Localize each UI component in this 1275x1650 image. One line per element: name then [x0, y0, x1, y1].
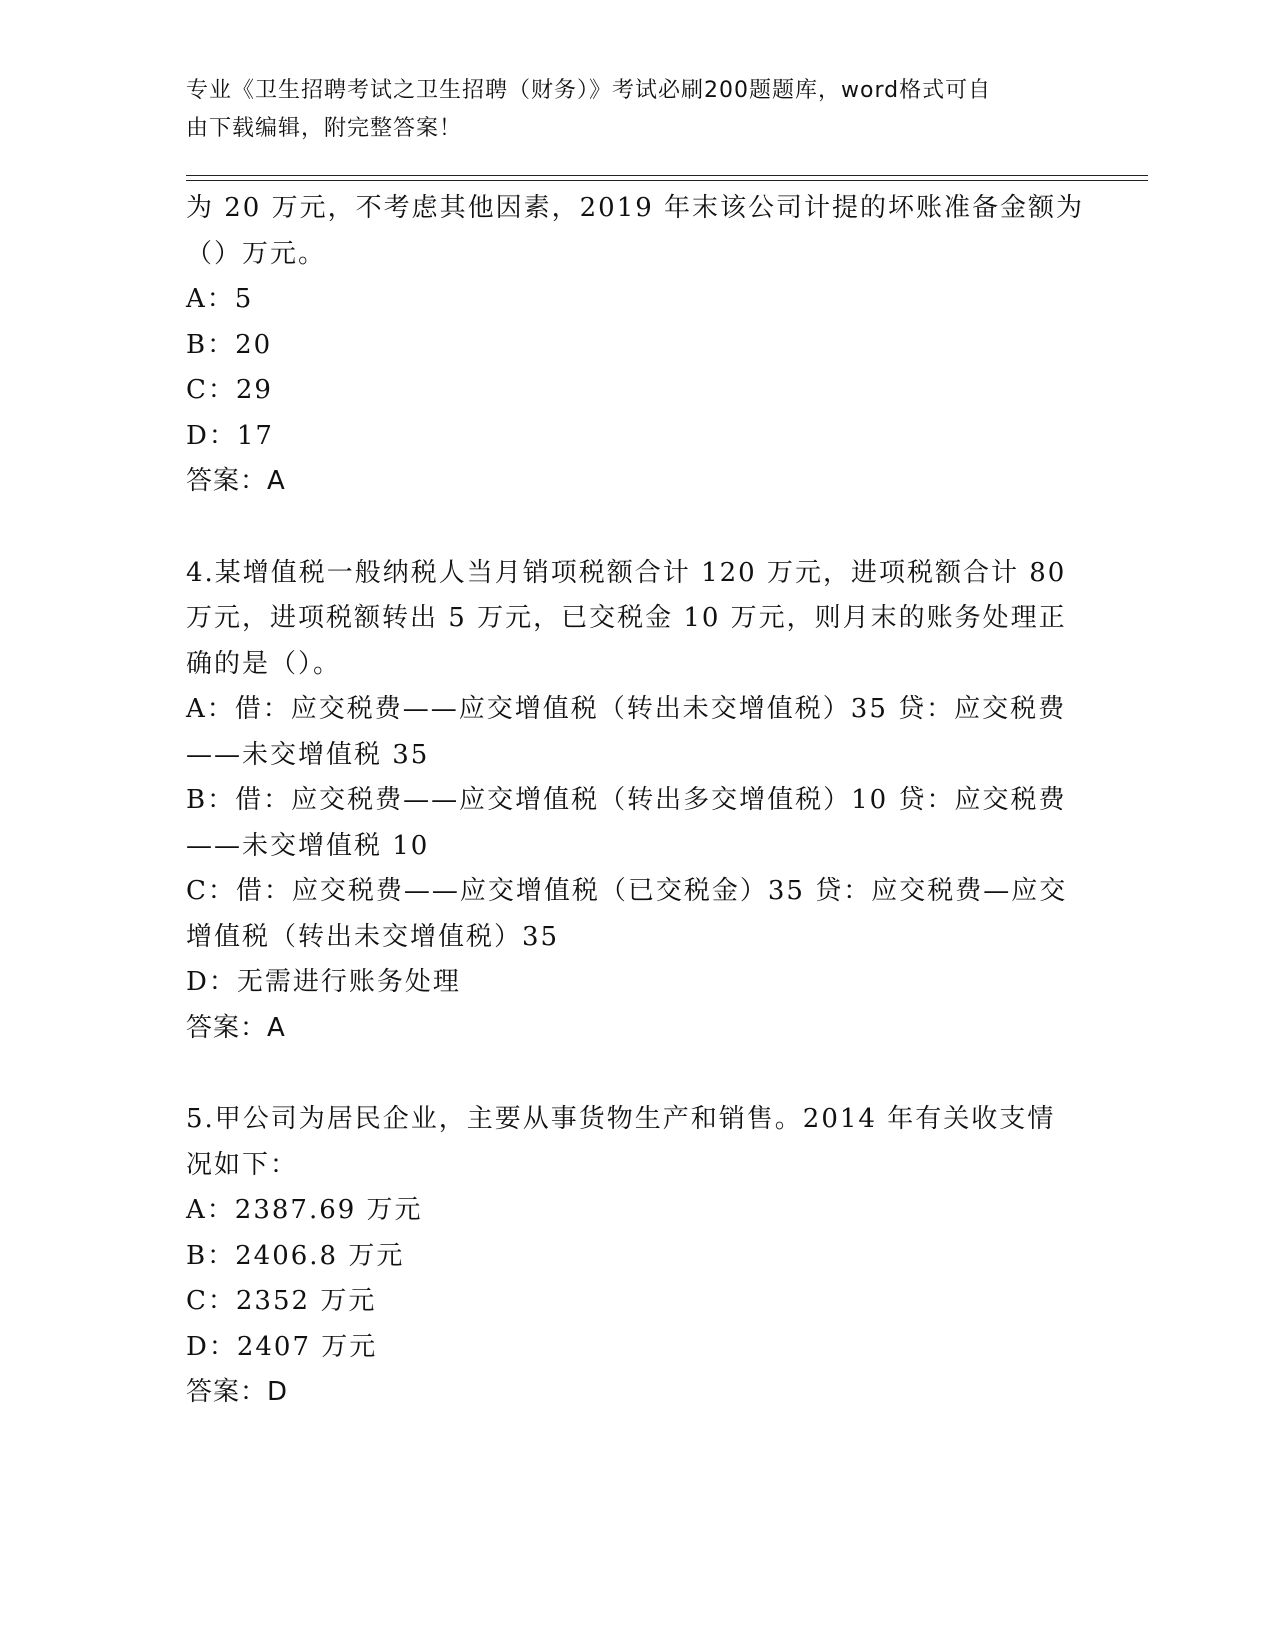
spacer	[186, 1051, 1076, 1097]
option-b-continued: ——未交增值税 10	[186, 830, 430, 861]
header-line-1: 专业《卫生招聘考试之卫生招聘（财务）》考试必刷200题题库，word格式可自	[186, 78, 992, 103]
option-b: B：2406.8 万元	[186, 1240, 405, 1271]
question-stem: 况如下：	[186, 1149, 299, 1180]
option-c-continued: 增值税（转出未交增值税）35	[186, 921, 560, 952]
option-d: D：17	[186, 420, 274, 451]
answer: 答案：D	[186, 1377, 289, 1407]
question-stem: 万元，进项税额转出 5 万元，已交税金 10 万元，则月末的账务处理正	[186, 603, 1067, 633]
header-rule-bottom	[186, 180, 1148, 181]
header-line-2: 由下载编辑，附完整答案！	[186, 116, 463, 141]
answer: 答案：A	[186, 466, 286, 496]
option-b: B：借：应交税费——应交增值税（转出多交增值税）10 贷：应交税费	[186, 785, 1067, 815]
question-stem: 确的是（）。	[186, 648, 342, 679]
question-stem: 为 20 万元，不考虑其他因素，2019 年末该公司计提的坏账准备金额为	[186, 193, 1085, 223]
question-content	[186, 186, 1085, 1416]
header-rule-top	[186, 175, 1148, 176]
question-4	[186, 551, 1076, 1052]
option-d: D：无需进行账务处理	[186, 967, 461, 997]
option-c: C：2352 万元	[186, 1286, 377, 1316]
spacer	[186, 505, 1076, 551]
question-stem: （）万元。	[186, 238, 327, 269]
option-a: A：5	[186, 284, 254, 314]
answer: 答案：A	[186, 1012, 286, 1043]
question-stem: 5.甲公司为居民企业，主要从事货物生产和销售。2014 年有关收支情	[186, 1104, 1056, 1134]
option-c: C：29	[186, 375, 273, 405]
question-5	[186, 1097, 1076, 1416]
option-a: A：借：应交税费——应交增值税（转出未交增值税）35 贷：应交税费	[186, 694, 1067, 724]
option-b: B：20	[186, 329, 273, 360]
option-c: C：借：应交税费——应交增值税（已交税金）35 贷：应交税费—应交	[186, 876, 1068, 906]
option-d: D：2407 万元	[186, 1331, 378, 1362]
question-stem: 4.某增值税一般纳税人当月销项税额合计 120 万元，进项税额合计 80	[186, 557, 1067, 588]
option-a: A：2387.69 万元	[186, 1195, 423, 1225]
document-header	[186, 72, 1066, 148]
option-a-continued: ——未交增值税 35	[186, 739, 430, 770]
question-3	[186, 186, 1085, 505]
